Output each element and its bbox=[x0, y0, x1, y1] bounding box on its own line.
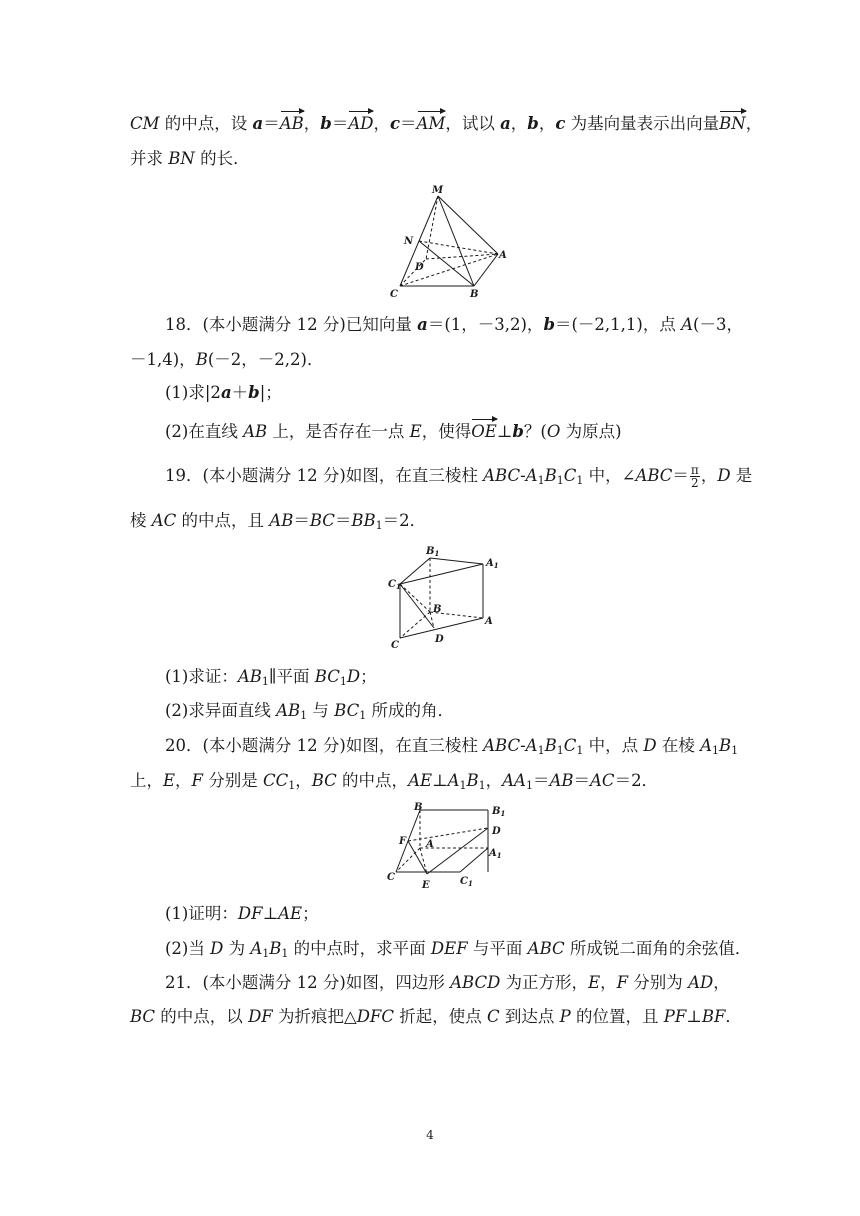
p18-q1: (1)求|2a＋b|； bbox=[165, 383, 282, 402]
svg-text:M: M bbox=[432, 185, 444, 196]
fraction-pi-over-2: $\frac{\pi}{2}$ bbox=[690, 463, 699, 490]
svg-text:C: C bbox=[391, 640, 399, 651]
p21-head: 21．(本小题满分 12 分)如图，四边形 ABCD 为正方形，E，F 分别为 AD， bbox=[165, 973, 730, 992]
svg-text:B: B bbox=[433, 604, 442, 615]
p19-q2: (2)求异面直线 $AB_1$ 与 $BC_1$ 所成的角． bbox=[165, 701, 454, 722]
svg-text:A1: $A_1$ bbox=[486, 558, 499, 570]
svg-text:B: B bbox=[470, 289, 479, 300]
svg-text:B1: $B_1$ bbox=[492, 806, 506, 818]
p17-line2: 并求 BN 的长． bbox=[130, 149, 250, 168]
svg-text:D: D bbox=[435, 634, 444, 645]
svg-text:A1: $A_1$ bbox=[489, 848, 502, 860]
figure-19-prism bbox=[388, 544, 504, 652]
p19-q1: (1)求证：$AB_1\parallel$平面 $BC_1D$； bbox=[165, 667, 377, 688]
svg-text:N: N bbox=[404, 236, 414, 247]
figure-20-prism bbox=[384, 800, 508, 892]
p17-line1: CM 的中点，设 a＝AB，b＝AD，c＝AM，试以 a，b，c 为基向量表示出向量BN， bbox=[130, 114, 763, 133]
svg-text:C: C bbox=[387, 872, 395, 883]
svg-text:C1: $C_1$ bbox=[460, 876, 473, 888]
p20-line2: 上，E，F 分别是 $CC_1$，BC 的中点，$AE\perp A_1B_1$，$AA_1=AB=AC=2$． bbox=[130, 771, 659, 792]
p18-q2: (2)在直线 AB 上，是否存在一点 E，使得OE⊥b？(O 为原点) bbox=[165, 422, 622, 441]
p20-q2: (2)当 D 为 $A_1B_1$ 的中点时，求平面 DEF 与平面 ABC 所成锐二面角的余弦值． bbox=[165, 939, 752, 960]
svg-text:D: D bbox=[492, 826, 501, 837]
svg-text:D: D bbox=[415, 262, 424, 273]
p18-line2: －1,4)，B(－2，－2,2)． bbox=[130, 350, 324, 369]
svg-text:A: A bbox=[499, 250, 507, 261]
p20-q1: (1)证明：DF⊥AE； bbox=[165, 904, 319, 923]
svg-text:B1: $B_1$ bbox=[426, 546, 440, 558]
p21-line2: BC 的中点，以 DF 为折痕把△DFC 折起，使点 C 到达点 P 的位置，且 PF⊥BF． bbox=[130, 1007, 742, 1026]
svg-text:B: B bbox=[414, 802, 423, 813]
svg-text:A: A bbox=[485, 616, 493, 627]
svg-text:C: C bbox=[390, 289, 398, 300]
p19-head: 19．(本小题满分 12 分)如图，在直三棱柱 ABC-$A_1B_1C_1$ 中，∠ABC＝ $\frac{\pi}{2}$ ，D 是 bbox=[165, 463, 753, 490]
svg-text:F: F bbox=[399, 836, 407, 847]
p20-head: 20．(本小题满分 12 分)如图，在直三棱柱 ABC-$A_1B_1C_1$ 中，点 D 在棱 $A_1B_1$ bbox=[165, 736, 739, 757]
svg-text:A: A bbox=[426, 839, 434, 850]
p18-head: 18．(本小题满分 12 分)已知向量 a＝(1，－3,2)，b＝(－2,1,1)，点 A(－3， bbox=[165, 315, 743, 334]
svg-text:C1: $C_1$ bbox=[388, 579, 401, 591]
p19-line2: 棱 AC 的中点，且 $AB=BC=BB_1=2$． bbox=[130, 511, 427, 532]
svg-text:E: E bbox=[422, 880, 430, 891]
page-number: 4 bbox=[426, 1128, 434, 1142]
figure-17-pyramid bbox=[388, 184, 508, 302]
